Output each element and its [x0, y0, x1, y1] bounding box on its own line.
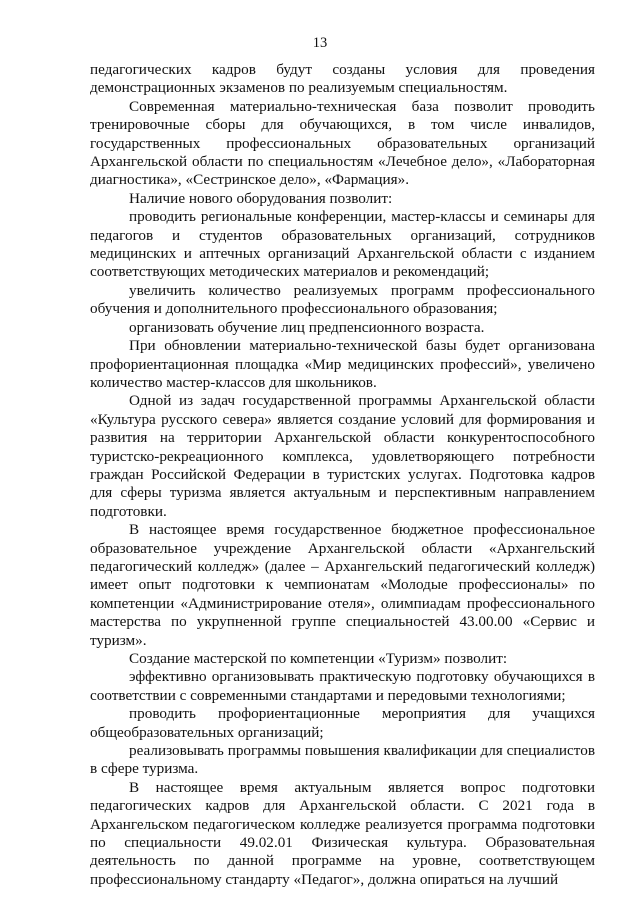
paragraph-14: В настоящее время актуальным является вопрос подготовки педагогических кадров для Архангельской области. С 2021 года в Архангельском педагогическом колледже реализуется программа подготовки по специальности 49.02.01 Физическая культура. Образовательная деятельность по данной программе на уровне, соответствующем профессиональному стандарту «Педагог», должна опираться на лучший [90, 778, 595, 888]
paragraph-3: Наличие нового оборудования позволит: [129, 189, 393, 207]
paragraph-1: педагогических кадров будут созданы условия для проведения демонстрационных экзаменов по реализуемым специальностям. [90, 61, 595, 97]
paragraph-6: организовать обучение лиц предпенсионного возраста. [129, 318, 485, 336]
paragraph-9: В настоящее время государственное бюджетное профессиональное образовательное учреждение Архангельской области «Архангельский педагогический колледж» (далее – Архангельский педагогический колледж) имеет опыт подготовки к чемпионатам «Молодые профессионалы» по компетенции «Администрирование отеля», олимпиадам профессионального мастерства по укрупненной группе специальностей 43.00.00 «Сервис и туризм». [90, 521, 595, 649]
paragraph-7: При обновлении материально-технической базы будет организована профориентационная площадка «Мир медицинских профессий», увеличено количество мастер-классов для школьников. [90, 337, 595, 391]
paragraph-10: Создание мастерской по компетенции «Туризм» позволит: [129, 650, 508, 667]
paragraph-2: Современная материально-техническая база позволит проводить тренировочные сборы для обучающихся, в том числе инвалидов, государственных профессиональных образовательных организаций Архангельской области по специальностям «Лечебное дело», «Лабораторная диагностика», «Сестринское дело», «Фармация». [90, 97, 595, 189]
page-number: 13 [312, 35, 328, 51]
paragraph-8: Одной из задач государственной программы Архангельской области «Культура русского севера» является создание условий для формирования и развития на территории Архангельской области конкурентоспособного туристско-рекреационного комплекса, удовлетворяющего потребности граждан Российской Федерации в туристских услугах. Подготовка кадров для сферы туризма является актуальным и перспективным направлением подготовки. [90, 392, 595, 520]
paragraph-5: увеличить количество реализуемых программ профессионального обучения и дополнительного профессионального образования; [90, 281, 595, 318]
paragraph-4: проводить региональные конференции, мастер-классы и семинары для педагогов и студентов образовательных организаций, сотрудников медицинских и аптечных организаций Архангельской области с изданием соответствующих методических материалов и рекомендаций; [90, 208, 595, 281]
document-body [90, 61, 595, 889]
paragraph-12: проводить профориентационные мероприятия для учащихся общеобразовательных организаций; [90, 705, 595, 741]
paragraph-13: реализовывать программы повышения квалификации для специалистов в сфере туризма. [90, 742, 595, 778]
paragraph-11: эффективно организовывать практическую подготовку обучающихся в соответствии с современными стандартами и передовыми технологиями; [90, 668, 595, 704]
